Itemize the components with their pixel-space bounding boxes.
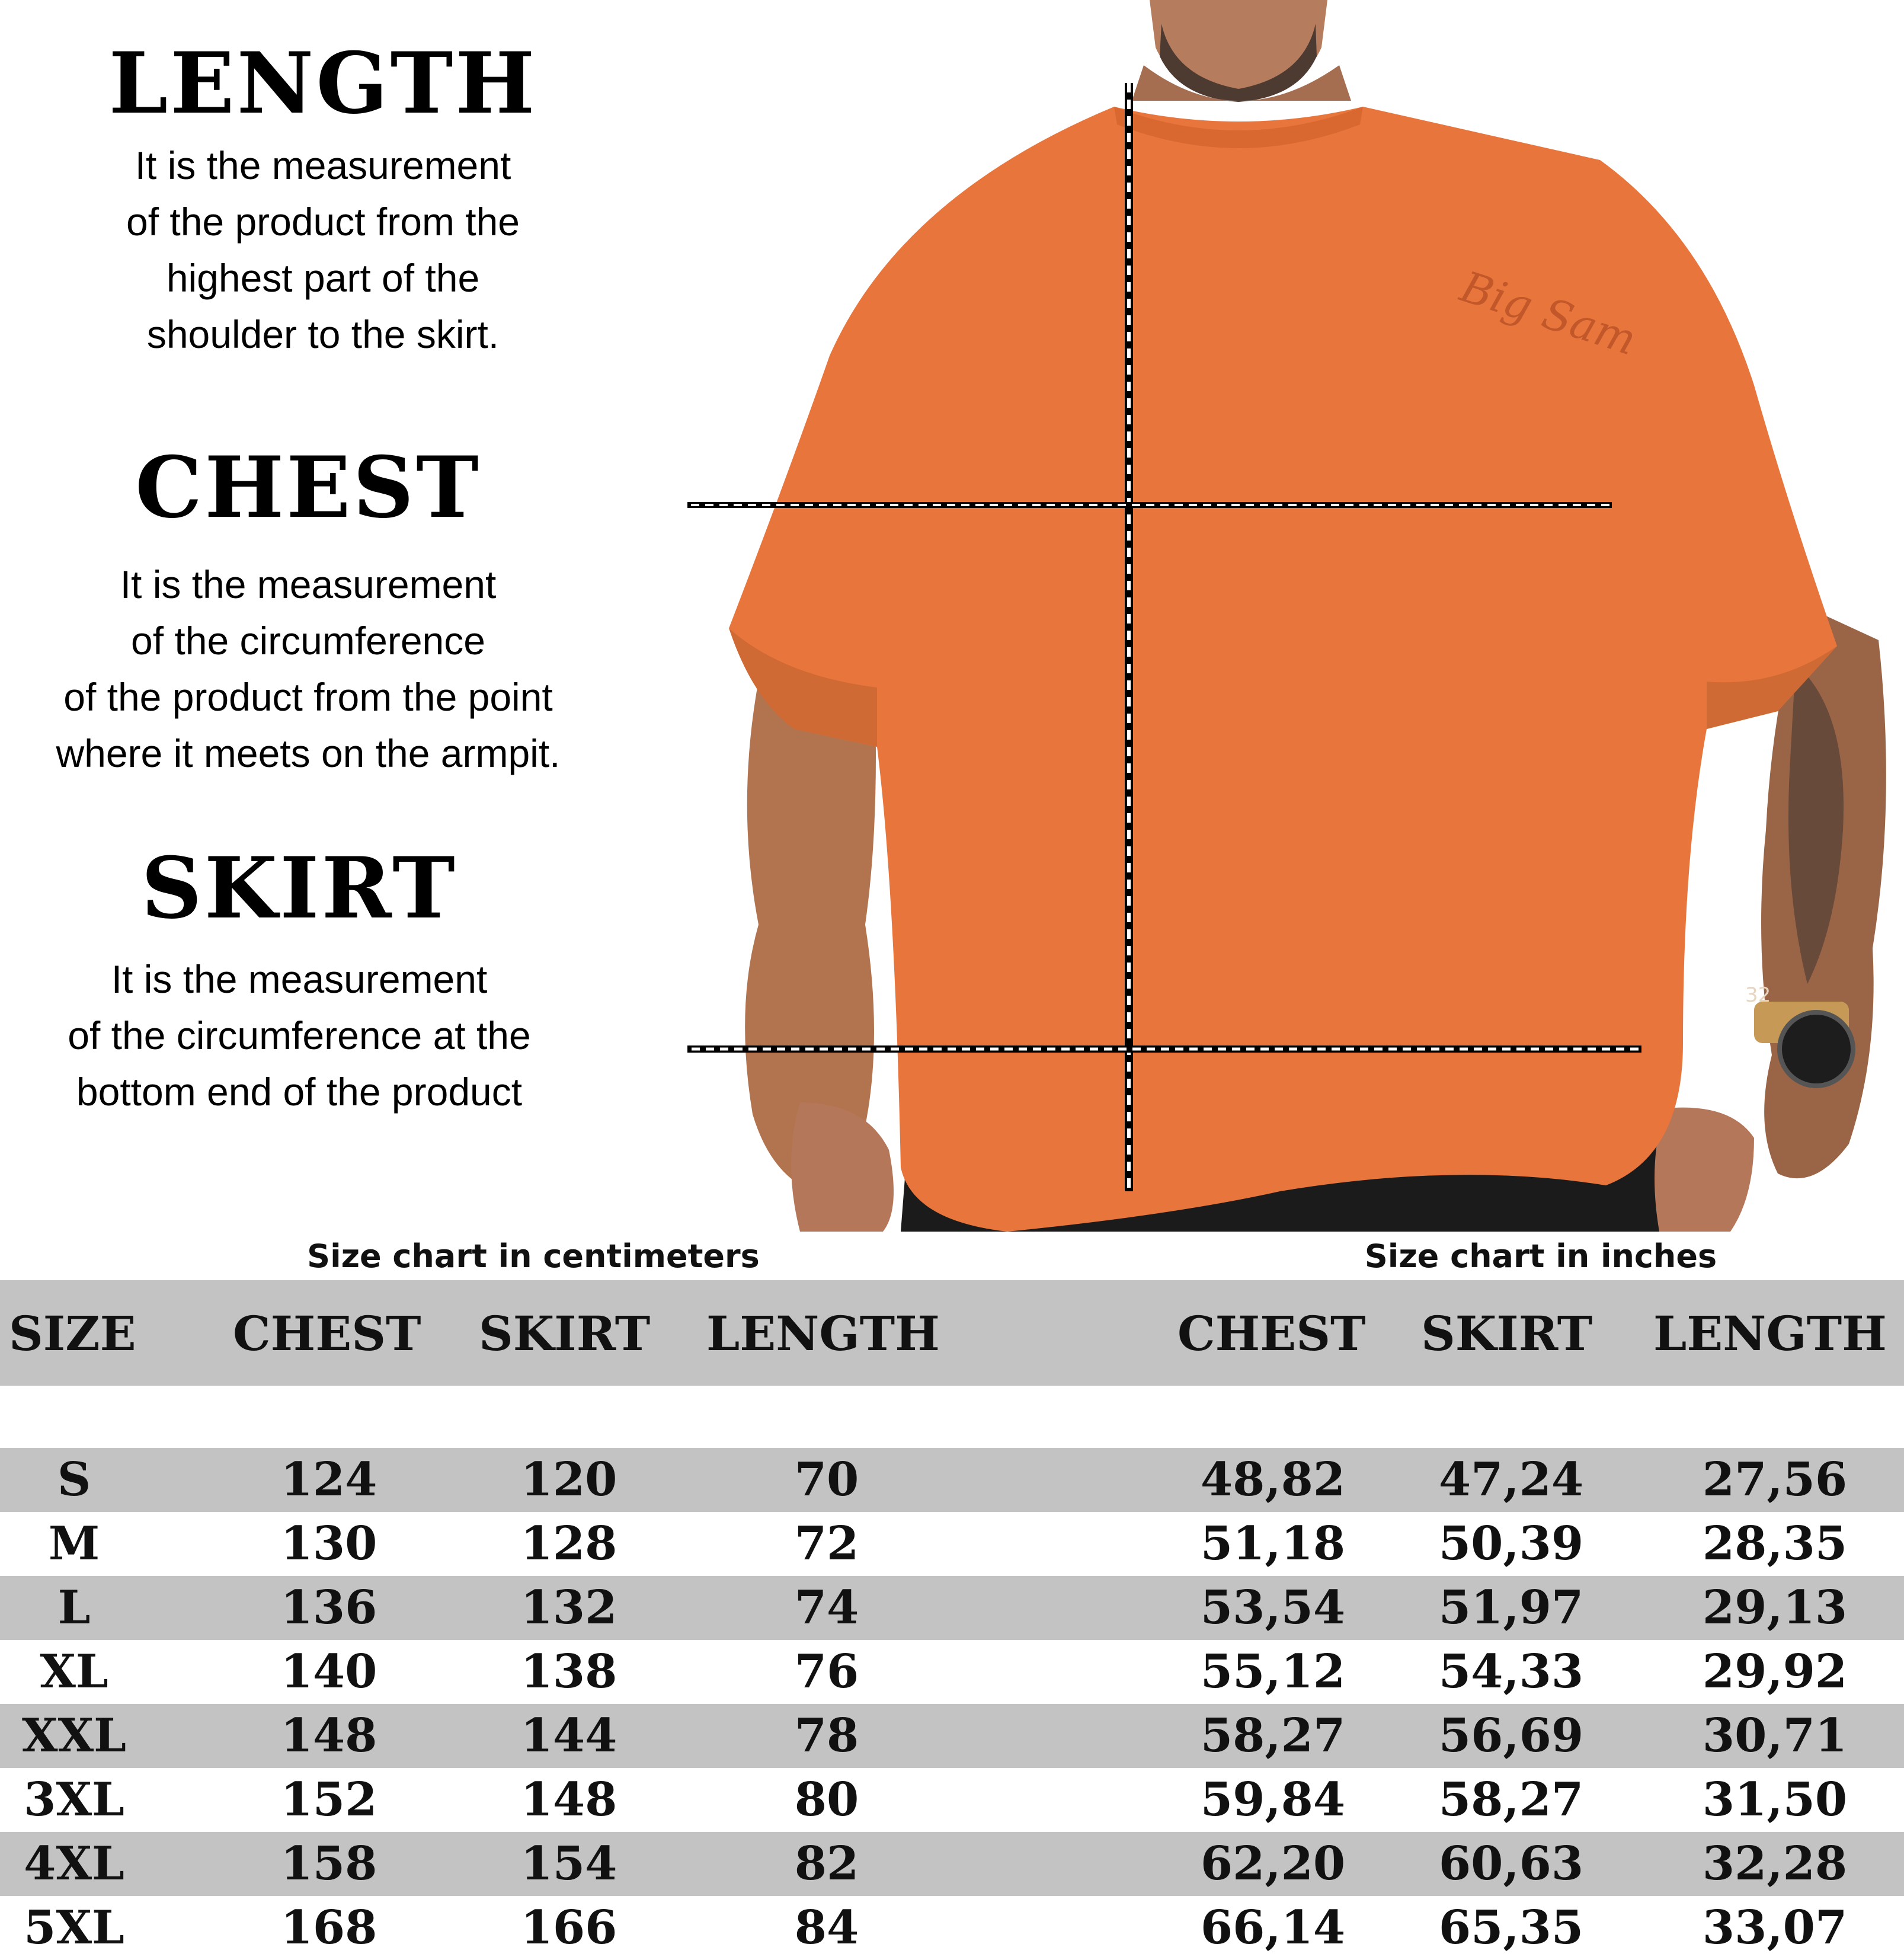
shirt-logo: Big Sam xyxy=(1454,261,1643,365)
chest-line-3: of the product from the point xyxy=(63,675,553,719)
length-description xyxy=(89,138,557,363)
length-line-2: of the product from the xyxy=(126,200,520,244)
chest-definition xyxy=(41,439,575,782)
length-title: LENGTH xyxy=(108,34,537,133)
table-cell: L xyxy=(57,1581,91,1635)
table-cell: 74 xyxy=(794,1581,859,1635)
skirt-definition xyxy=(65,839,533,1120)
table-cell: 130 xyxy=(280,1517,377,1571)
table-row xyxy=(0,1896,1904,1960)
table-cell: 53,54 xyxy=(1200,1581,1346,1635)
table-cell: 76 xyxy=(794,1645,859,1699)
table-cell: 78 xyxy=(794,1709,859,1763)
table-cell: M xyxy=(48,1517,100,1571)
header-chest-in: CHEST xyxy=(1177,1306,1366,1361)
table-row xyxy=(0,1704,1904,1768)
table-cell: 31,50 xyxy=(1702,1773,1848,1827)
table-cell: 32,28 xyxy=(1702,1837,1848,1891)
table-row xyxy=(0,1768,1904,1832)
length-line-4: shoulder to the skirt. xyxy=(146,312,500,356)
table-cell: 47,24 xyxy=(1438,1453,1584,1507)
table-cell: 51,18 xyxy=(1200,1517,1346,1571)
table-cell: 27,56 xyxy=(1702,1453,1848,1507)
table-cell: 132 xyxy=(520,1581,617,1635)
table-cell: 55,12 xyxy=(1200,1645,1346,1699)
model-left-hand xyxy=(791,1102,894,1232)
table-cell: 5XL xyxy=(24,1901,124,1955)
table-cell: 28,35 xyxy=(1702,1517,1848,1571)
table-cell: XXL xyxy=(22,1709,126,1763)
table-cell: 152 xyxy=(280,1773,377,1827)
table-cell: 166 xyxy=(520,1901,617,1955)
table-row xyxy=(0,1640,1904,1704)
table-cell: 51,97 xyxy=(1438,1581,1584,1635)
table-cell: 70 xyxy=(794,1453,859,1507)
skirt-description xyxy=(65,951,533,1120)
table-cell: 140 xyxy=(280,1645,377,1699)
table-cell: 30,71 xyxy=(1702,1709,1848,1763)
table-cell: 136 xyxy=(280,1581,377,1635)
table-cell: 56,69 xyxy=(1438,1709,1584,1763)
table-cell: 158 xyxy=(280,1837,377,1891)
chest-line-2: of the circumference xyxy=(131,619,485,663)
chest-line-4: where it meets on the armpit. xyxy=(56,731,561,775)
size-table-header xyxy=(0,1280,1904,1386)
product-photo xyxy=(687,0,1904,1232)
caption-inches: Size chart in inches xyxy=(1364,1238,1717,1275)
shirt-body xyxy=(729,107,1837,1232)
watch-number: 32 xyxy=(1745,983,1771,1007)
table-cell: 4XL xyxy=(24,1837,124,1891)
model-face xyxy=(1150,0,1327,98)
table-cell: 59,84 xyxy=(1200,1773,1346,1827)
header-length-in: LENGTH xyxy=(1653,1306,1887,1361)
watch-face xyxy=(1780,1012,1853,1086)
table-cell: 58,27 xyxy=(1200,1709,1346,1763)
table-row xyxy=(0,1512,1904,1576)
table-cell: S xyxy=(57,1453,91,1507)
table-cell: 120 xyxy=(520,1453,617,1507)
table-cell: 48,82 xyxy=(1200,1453,1346,1507)
table-cell: 124 xyxy=(280,1453,377,1507)
caption-centimeters: Size chart in centimeters xyxy=(307,1238,760,1275)
chest-title: CHEST xyxy=(135,439,481,537)
table-cell: 66,14 xyxy=(1200,1901,1346,1955)
header-chest-cm: CHEST xyxy=(233,1306,421,1361)
skirt-line-2: of the circumference at the xyxy=(68,1013,531,1057)
table-cell: 144 xyxy=(520,1709,617,1763)
table-cell: 82 xyxy=(794,1837,859,1891)
table-cell: 128 xyxy=(520,1517,617,1571)
model-right-hand xyxy=(1655,1108,1754,1232)
table-cell: 50,39 xyxy=(1438,1517,1584,1571)
length-line-3: highest part of the xyxy=(166,256,480,300)
table-cell: 72 xyxy=(794,1517,859,1571)
table-row xyxy=(0,1448,1904,1512)
table-cell: 138 xyxy=(520,1645,617,1699)
table-cell: 54,33 xyxy=(1438,1645,1584,1699)
table-row xyxy=(0,1832,1904,1896)
skirt-line-1: It is the measurement xyxy=(111,957,488,1001)
table-cell: 33,07 xyxy=(1702,1901,1848,1955)
table-cell: 29,92 xyxy=(1702,1645,1848,1699)
chest-line-1: It is the measurement xyxy=(120,562,497,606)
header-size: SIZE xyxy=(9,1306,136,1361)
table-cell: 148 xyxy=(280,1709,377,1763)
chest-description xyxy=(41,557,575,782)
length-definition xyxy=(89,34,557,363)
table-cell: 60,63 xyxy=(1438,1837,1584,1891)
header-length-cm: LENGTH xyxy=(706,1306,940,1361)
skirt-title: SKIRT xyxy=(141,839,457,938)
table-cell: 3XL xyxy=(24,1773,124,1827)
table-cell: 168 xyxy=(280,1901,377,1955)
header-skirt-cm: SKIRT xyxy=(479,1306,651,1361)
table-cell: 80 xyxy=(794,1773,859,1827)
table-row xyxy=(0,1576,1904,1640)
table-cell: 29,13 xyxy=(1702,1581,1848,1635)
length-line-1: It is the measurement xyxy=(135,143,511,187)
table-cell: XL xyxy=(40,1645,108,1699)
table-cell: 148 xyxy=(520,1773,617,1827)
table-cell: 58,27 xyxy=(1438,1773,1584,1827)
table-cell: 154 xyxy=(520,1837,617,1891)
table-cell: 65,35 xyxy=(1438,1901,1584,1955)
skirt-line-3: bottom end of the product xyxy=(76,1070,523,1114)
table-cell: 62,20 xyxy=(1200,1837,1346,1891)
header-skirt-in: SKIRT xyxy=(1421,1306,1593,1361)
table-cell: 84 xyxy=(794,1901,859,1955)
